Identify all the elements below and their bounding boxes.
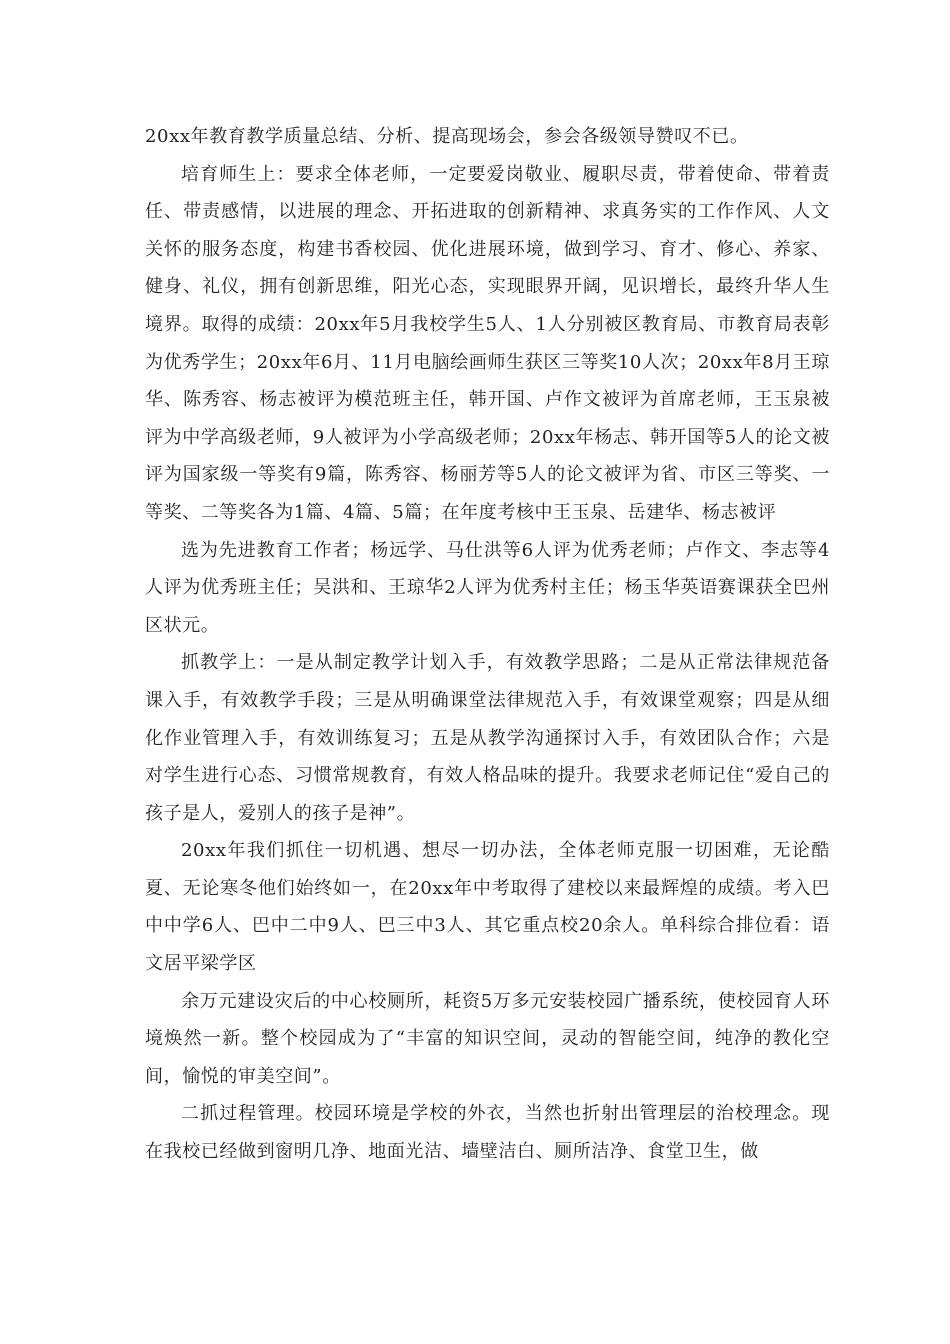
paragraph-2: 培育师生上：要求全体老师，一定要爱岗敬业、履职尽责，带着使命、带着责任、带责感情，以进展的理念、开拓进取的创新精神、求真务实的工作作风、人文关怀的服务态度，构建书香校园、优化进展环境，做到学习、育才、修心、养家、健身、礼仪，拥有创新思维，阳光心态，实现眼界开阔，见识增长，最终升华人生境界。取得的成绩：20xx年5月我校学生5人、1人分别被区教育局、市教育局表彰为优秀学生；20xx年6月、11月电脑绘画师生获区三等奖10人次；20xx年8月王琼华、陈秀容、杨志被评为模范班主任，韩开国、卢作文被评为首席老师，王玉泉被评为中学高级老师，9人被评为小学高级老师；20xx年杨志、韩开国等5人的论文被评为国家级一等奖有9篇，陈秀容、杨丽芳等5人的论文被评为省、市区三等奖、一等奖、二等奖各为1篇、4篇、5篇；在年度考核中王玉泉、岳建华、杨志被评 — [145, 163, 830, 523]
paragraph-4: 抓教学上：一是从制定教学计划入手，有效教学思路；二是从正常法律规范备课入手，有效教学手段；三是从明确课堂法律规范入手，有效课堂观察；四是从细化作业管理入手，有效训练复习；五是从教学沟通探讨入手，有效团队合作；六是对学生进行心态、习惯常规教育，有效人格品味的提升。我要求老师记住“爱自己的孩子是人，爱别人的孩子是神”。 — [145, 652, 830, 824]
paragraph-5: 20xx年我们抓住一切机遇、想尽一切办法，全体老师克服一切困难，无论酷夏、无论寒冬他们始终如一，在20xx年中考取得了建校以来最辉煌的成绩。考入巴中中学6人、巴中二中9人、巴三中3人、其它重点校20余人。单科综合排位看：语文居平梁学区 — [145, 840, 830, 975]
paragraph-3: 选为先进教育工作者；杨远学、马仕洪等6人评为优秀老师；卢作文、李志等4人评为优秀班主任；吴洪和、王琼华2人评为优秀村主任；杨玉华英语赛课获全巴州区状元。 — [145, 539, 830, 636]
paragraph-6: 余万元建设灾后的中心校厕所，耗资5万多元安装校园广播系统，使校园育人环境焕然一新。整个校园成为了“丰富的知识空间，灵动的智能空间，纯净的教化空间，愉悦的审美空间”。 — [145, 990, 830, 1087]
paragraph-1: 20xx年教育教学质量总结、分析、提高现场会，参会各级领导赞叹不已。 — [145, 126, 749, 147]
document-body — [145, 118, 830, 1171]
paragraph-7: 二抓过程管理。校园环境是学校的外衣，当然也折射出管理层的治校理念。现在我校已经做到窗明几净、地面光洁、墙壁洁白、厕所洁净、食堂卫生，做 — [145, 1103, 830, 1163]
